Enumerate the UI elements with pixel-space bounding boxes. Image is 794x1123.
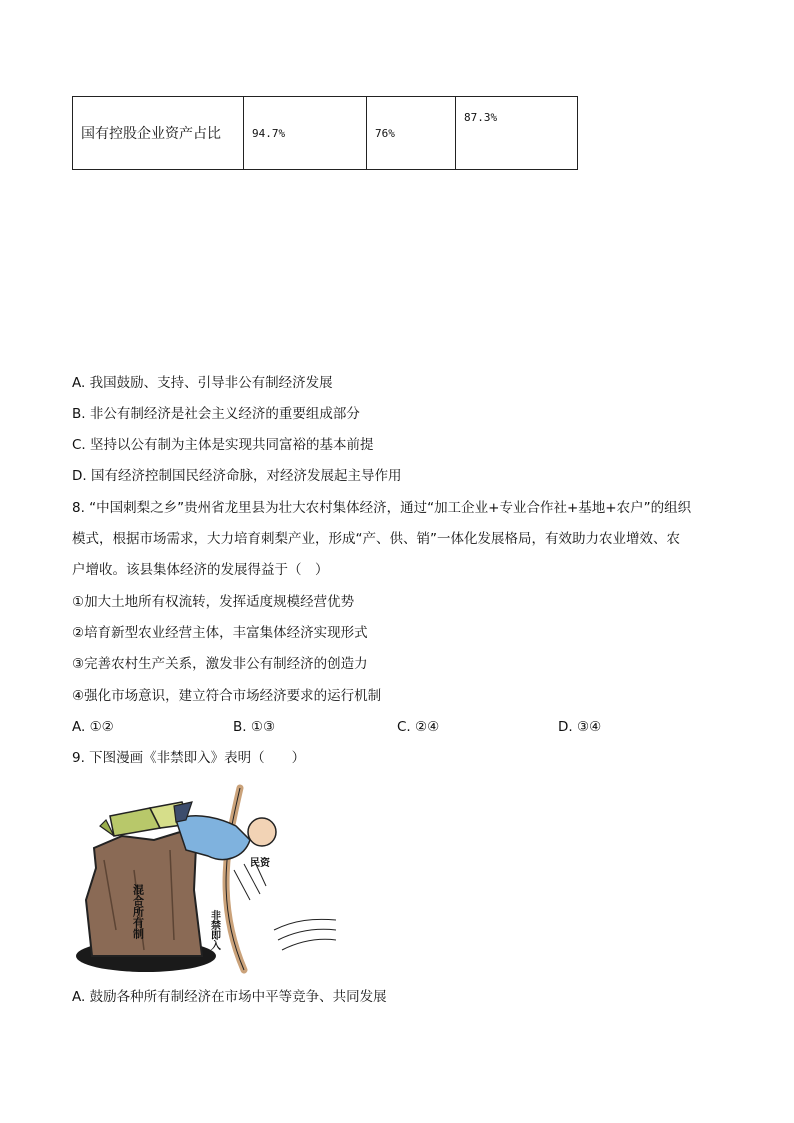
table-row	[73, 97, 578, 170]
table-cell: 76%	[367, 97, 456, 170]
q7-option-b: B. 非公有制经济是社会主义经济的重要组成部分	[72, 406, 360, 422]
q8-choice-d: D. ③④	[558, 719, 602, 735]
q7-option-a: A. 我国鼓励、支持、引导非公有制经济发展	[72, 375, 333, 391]
q8-choice-a: A. ①②	[72, 719, 114, 735]
cartoon-illustration	[74, 780, 336, 976]
q8-stem-line-3: 户增收。该县集体经济的发展得益于（ ）	[72, 562, 329, 578]
q8-statement-4: ④强化市场意识，建立符合市场经济要求的运行机制	[72, 688, 382, 704]
q7-option-d: D. 国有经济控制国民经济命脉，对经济发展起主导作用	[72, 468, 402, 484]
rock-label: 混合所有制	[131, 884, 145, 939]
table-row-label: 国有控股企业资产占比	[73, 97, 244, 170]
data-table	[72, 96, 578, 170]
q8-stem-line-2: 模式，根据市场需求，大力培育刺梨产业，形成“产、供、销”一体化发展格局，有效助力农业增效、农	[72, 531, 680, 547]
q9-option-a: A. 鼓励各种所有制经济在市场中平等竞争、共同发展	[72, 989, 387, 1005]
q8-statement-3: ③完善农村生产关系，激发非公有制经济的创造力	[72, 656, 368, 672]
q7-option-c: C. 坚持以公有制为主体是实现共同富裕的基本前提	[72, 437, 374, 453]
person-label: 民资	[250, 858, 270, 869]
pole-label: 非禁即入	[208, 910, 220, 950]
q8-statement-1: ①加大土地所有权流转，发挥适度规模经营优势	[72, 594, 355, 610]
table-cell: 94.7%	[244, 97, 367, 170]
person-head	[248, 818, 276, 846]
pole-shape	[226, 788, 244, 970]
q8-choice-b: B. ①③	[233, 719, 276, 735]
q8-choice-c: C. ②④	[397, 719, 440, 735]
q9-stem: 9. 下图漫画《非禁即入》表明（ ）	[72, 750, 306, 766]
table-cell: 87.3%	[456, 97, 578, 170]
q8-statement-2: ②培育新型农业经营主体，丰富集体经济实现形式	[72, 625, 368, 641]
q8-stem-line-1: 8. “中国刺梨之乡”贵州省龙里县为壮大农村集体经济，通过“加工企业+专业合作社+基地+农户”的组织	[72, 500, 692, 516]
